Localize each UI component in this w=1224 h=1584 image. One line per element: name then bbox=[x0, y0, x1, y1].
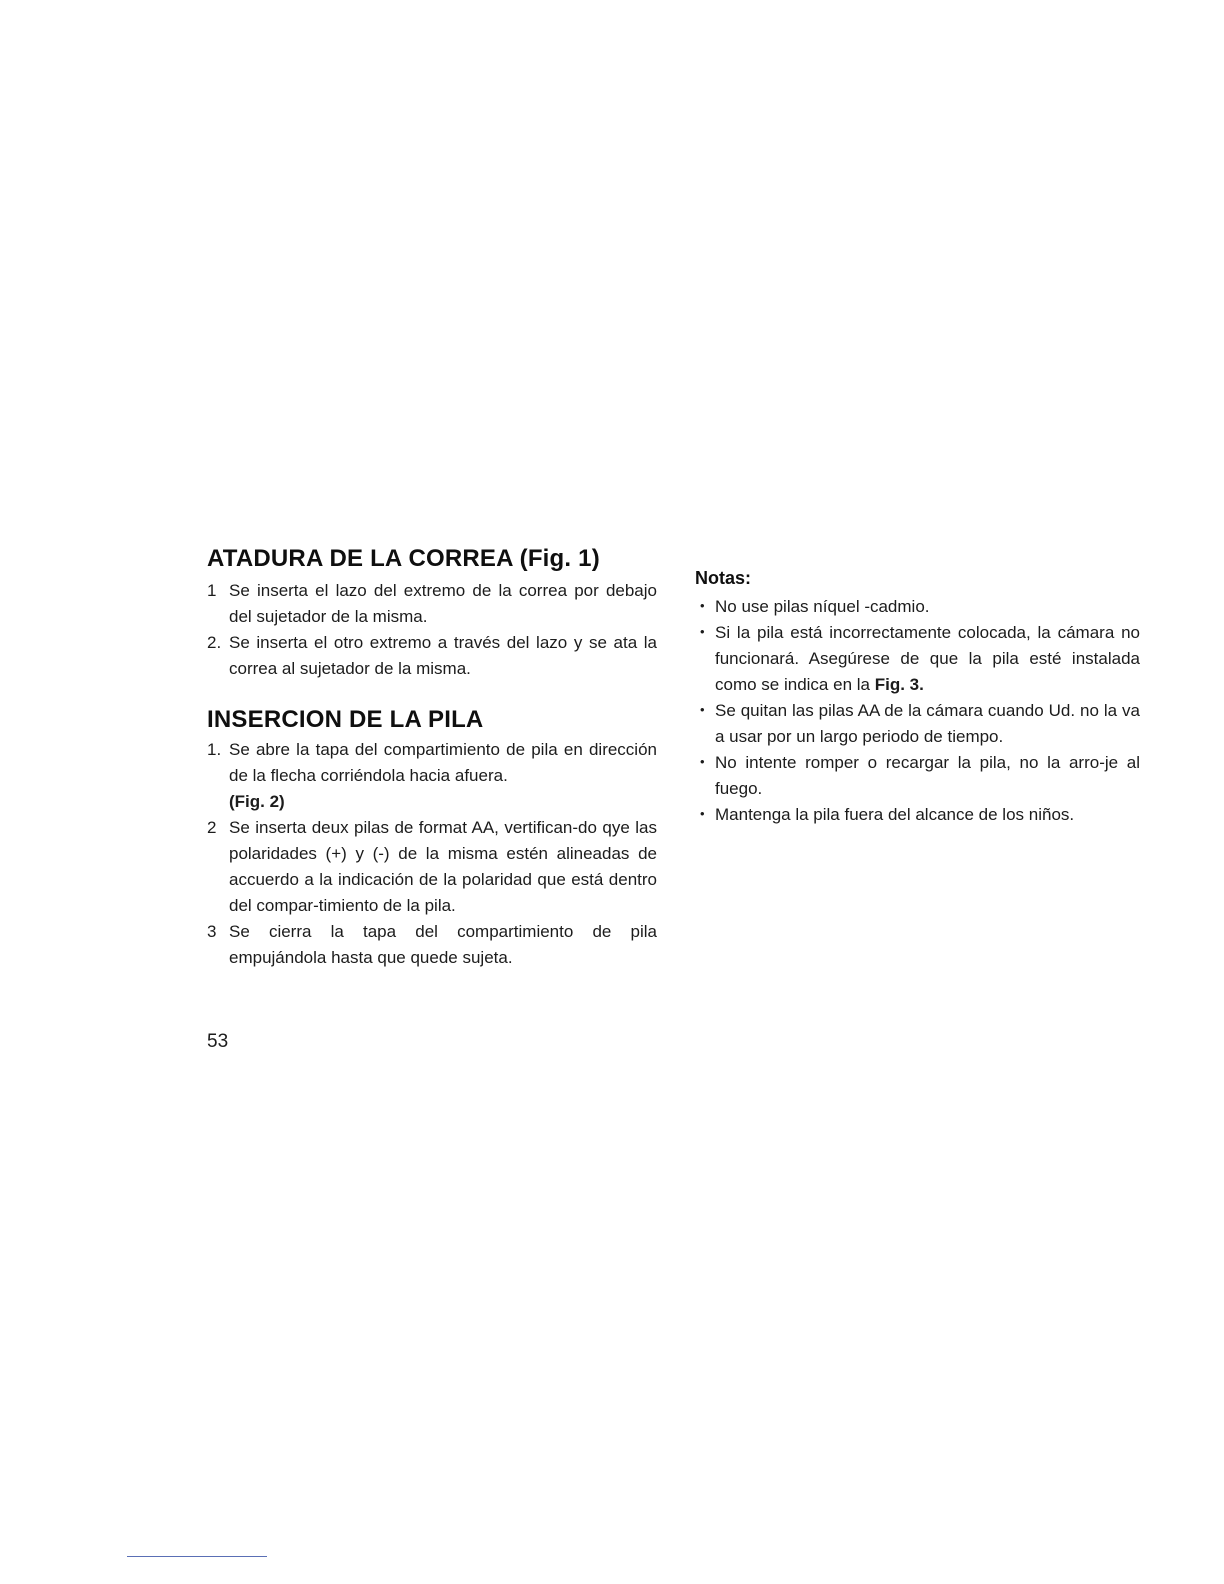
strap-section-title: ATADURA DE LA CORREA (Fig. 1) bbox=[207, 545, 600, 572]
step-number: 2 bbox=[207, 818, 217, 837]
bullet-icon: • bbox=[700, 624, 705, 639]
step-text: Se abre la tapa del compartimiento de pila en dirección de la flecha corriéndola hacia afuera. bbox=[229, 740, 657, 785]
bullet-icon: • bbox=[700, 598, 705, 613]
note-item bbox=[695, 594, 1140, 620]
note-item bbox=[695, 698, 1140, 750]
notes-title: Notas: bbox=[695, 568, 752, 588]
figure-reference: Fig. 3. bbox=[874, 675, 924, 694]
bullet-icon: • bbox=[700, 702, 705, 717]
strap-step bbox=[207, 630, 657, 682]
strap-steps-list bbox=[207, 578, 657, 682]
note-item bbox=[695, 802, 1140, 828]
note-item bbox=[695, 750, 1140, 802]
notes-list bbox=[695, 594, 1140, 828]
note-text: Se quitan las pilas AA de la cámara cuando Ud. no la va a usar por un largo periodo de tiempo. bbox=[715, 701, 1140, 746]
strap-step bbox=[207, 578, 657, 630]
step-text: Se cierra la tapa del compartimiento de pila empujándola hasta que quede sujeta. bbox=[229, 922, 657, 967]
page-number: 53 bbox=[207, 1031, 229, 1052]
note-text: Mantenga la pila fuera del alcance de los niños. bbox=[715, 805, 1075, 824]
step-number: 3 bbox=[207, 922, 217, 941]
step-number: 1. bbox=[207, 740, 222, 759]
step-text: Se inserta el otro extremo a través del lazo y se ata la correa al sujetador de la misma. bbox=[229, 633, 657, 678]
bullet-icon: • bbox=[700, 754, 705, 769]
figure-reference: (Fig. 2) bbox=[229, 792, 285, 811]
footer-divider bbox=[127, 1556, 267, 1557]
note-text: No use pilas níquel -cadmio. bbox=[715, 597, 930, 616]
battery-step bbox=[207, 737, 657, 815]
note-item bbox=[695, 620, 1140, 698]
step-text: Se inserta deux pilas de format AA, vertifican-do qye las polaridades (+) y (-) de la misma estén alineadas de accuerdo a la indicación de la polaridad que está dentro del compar-timiento de la pila. bbox=[229, 818, 657, 915]
battery-step bbox=[207, 919, 657, 971]
bullet-icon: • bbox=[700, 806, 705, 821]
step-number: 1 bbox=[207, 581, 217, 600]
step-number: 2. bbox=[207, 633, 222, 652]
battery-section-title: INSERCION DE LA PILA bbox=[207, 706, 484, 733]
note-text: Si la pila está incorrectamente colocada, la cámara no funcionará. Asegúrese de que la pila esté instalada como se indica en la bbox=[715, 623, 1140, 694]
note-text: No intente romper o recargar la pila, no la arro-je al fuego. bbox=[715, 753, 1140, 798]
battery-step bbox=[207, 815, 657, 919]
step-text: Se inserta el lazo del extremo de la correa por debajo del sujetador de la misma. bbox=[229, 581, 657, 626]
battery-steps-list bbox=[207, 737, 657, 971]
